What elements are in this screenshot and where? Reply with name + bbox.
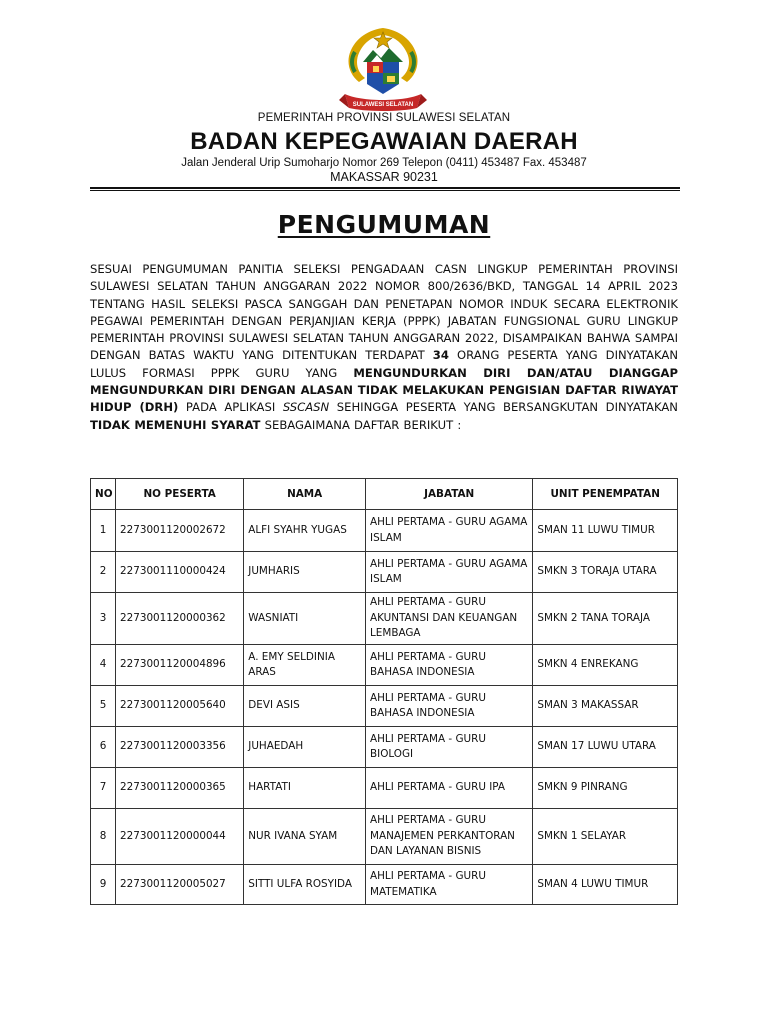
table-row <box>91 645 678 686</box>
cell-no: 7 <box>91 768 116 809</box>
cell-nama: ALFI SYAHR YUGAS <box>244 510 366 552</box>
cell-no: 3 <box>91 593 116 645</box>
cell-no: 9 <box>91 865 116 905</box>
cell-unit: SMKN 9 PINRANG <box>533 768 678 809</box>
cell-unit: SMKN 4 ENREKANG <box>533 645 678 686</box>
cell-jabatan: AHLI PERTAMA - GURU AGAMA ISLAM <box>366 552 533 593</box>
cell-jabatan: AHLI PERTAMA - GURU BIOLOGI <box>366 727 533 768</box>
cell-no-peserta: 2273001120005027 <box>116 865 244 905</box>
participant-count: 34 <box>432 348 449 363</box>
table-row <box>91 686 678 727</box>
participant-table <box>90 478 678 905</box>
cell-unit: SMKN 1 SELAYAR <box>533 809 678 865</box>
column-header-nama: NAMA <box>244 479 366 510</box>
cell-jabatan: AHLI PERTAMA - GURU BAHASA INDONESIA <box>366 645 533 686</box>
column-header-jabatan: JABATAN <box>366 479 533 510</box>
table-row <box>91 593 678 645</box>
cell-no: 2 <box>91 552 116 593</box>
cell-no: 8 <box>91 809 116 865</box>
cell-no-peserta: 2273001120003356 <box>116 727 244 768</box>
table-row <box>91 768 678 809</box>
cell-no: 1 <box>91 510 116 552</box>
cell-unit: SMAN 17 LUWU UTARA <box>533 727 678 768</box>
column-header-no: NO <box>91 479 116 510</box>
header-divider <box>90 187 680 189</box>
emphasis-resignation: MENGUNDURKAN DIRI DAN/ATAU DIANGGAP MENGUNDURKAN DIRI DENGAN ALASAN TIDAK MELAKUKAN PENGISIAN DAFTAR RIWAYAT HIDUP (DRH) <box>90 365 678 415</box>
cell-jabatan: AHLI PERTAMA - GURU MATEMATIKA <box>366 865 533 905</box>
cell-nama: WASNIATI <box>244 593 366 645</box>
cell-no-peserta: 2273001120002672 <box>116 510 244 552</box>
cell-jabatan: AHLI PERTAMA - GURU MANAJEMEN PERKANTORAN DAN LAYANAN BISNIS <box>366 809 533 865</box>
government-name: PEMERINTAH PROVINSI SULAWESI SELATAN <box>257 112 511 124</box>
cell-jabatan: AHLI PERTAMA - GURU BAHASA INDONESIA <box>366 686 533 727</box>
cell-no: 6 <box>91 727 116 768</box>
svg-text:SULAWESI SELATAN: SULAWESI SELATAN <box>352 102 414 108</box>
cell-nama: JUHAEDAH <box>244 727 366 768</box>
table-row <box>91 809 678 865</box>
cell-no: 5 <box>91 686 116 727</box>
cell-nama: A. EMY SELDINIA ARAS <box>244 645 366 686</box>
cell-no-peserta: 2273001120000044 <box>116 809 244 865</box>
document-title: PENGUMUMAN <box>277 210 491 239</box>
column-header-unit: UNIT PENEMPATAN <box>533 479 678 510</box>
cell-jabatan: AHLI PERTAMA - GURU IPA <box>366 768 533 809</box>
cell-unit: SMAN 3 MAKASSAR <box>533 686 678 727</box>
cell-jabatan: AHLI PERTAMA - GURU AKUNTANSI DAN KEUANGAN LEMBAGA <box>366 593 533 645</box>
cell-unit: SMAN 11 LUWU TIMUR <box>533 510 678 552</box>
cell-no-peserta: 2273001120000365 <box>116 768 244 809</box>
cell-nama: SITTI ULFA ROSYIDA <box>244 865 366 905</box>
body-text-part: SEHINGGA PESERTA YANG BERSANGKUTAN DINYATAKAN <box>329 400 678 415</box>
agency-city: MAKASSAR 90231 <box>330 170 438 184</box>
body-text-part: ORANG PESERTA YANG DINYATAKAN LULUS FORMASI PPPK GURU YANG <box>90 348 679 380</box>
announcement-paragraph <box>90 261 678 434</box>
provincial-emblem-logo <box>337 22 429 112</box>
table-row <box>91 865 678 905</box>
table-row <box>91 552 678 593</box>
cell-no-peserta: 2273001110000424 <box>116 552 244 593</box>
application-name: SSCASN <box>282 400 330 415</box>
cell-nama: NUR IVANA SYAM <box>244 809 366 865</box>
cell-nama: JUMHARIS <box>244 552 366 593</box>
cell-nama: HARTATI <box>244 768 366 809</box>
cell-unit: SMKN 2 TANA TORAJA <box>533 593 678 645</box>
agency-name: BADAN KEPEGAWAIAN DAERAH <box>190 128 578 155</box>
cell-no: 4 <box>91 645 116 686</box>
cell-nama: DEVI ASIS <box>244 686 366 727</box>
table-body <box>91 510 678 905</box>
emphasis-not-eligible: TIDAK MEMENUHI SYARAT <box>90 417 261 432</box>
agency-address: Jalan Jenderal Urip Sumoharjo Nomor 269 Telepon (0411) 453487 Fax. 453487 <box>181 157 587 169</box>
cell-jabatan: AHLI PERTAMA - GURU AGAMA ISLAM <box>366 510 533 552</box>
cell-no-peserta: 2273001120005640 <box>116 686 244 727</box>
table-row <box>91 727 678 768</box>
table-header-row <box>91 479 678 510</box>
column-header-no-peserta: NO PESERTA <box>116 479 244 510</box>
cell-unit: SMAN 4 LUWU TIMUR <box>533 865 678 905</box>
cell-no-peserta: 2273001120004896 <box>116 645 244 686</box>
cell-unit: SMKN 3 TORAJA UTARA <box>533 552 678 593</box>
cell-no-peserta: 2273001120000362 <box>116 593 244 645</box>
table-row <box>91 510 678 552</box>
body-text-part: SESUAI PENGUMUMAN PANITIA SELEKSI PENGADAAN CASN LINGKUP PEMERINTAH PROVINSI SULAWESI SELATAN TAHUN ANGGARAN 2022 NOMOR 800/2636/BKD, TANGGAL 14 APRIL 2023 TENTANG HASIL SELEKSI PASCA SANGGAH DAN PENETAPAN NOMOR INDUK SECARA ELEKTRONIK PEGAWAI PEMERINTAH DENGAN PERJANJIAN KERJA (PPPK) JABATAN FUNGSIONAL GURU LINGKUP PEMERINTAH PROVINSI SULAWESI SELATAN TAHUN ANGGARAN 2022, DISAMPAIKAN BAHWA SAMPAI DENGAN BATAS WAKTU YANG DITENTUKAN TERDAPAT <box>90 262 678 363</box>
header-divider-thin <box>90 190 680 191</box>
body-text-part: PADA APLIKASI <box>178 400 283 415</box>
body-text-part: SEBAGAIMANA DAFTAR BERIKUT : <box>260 417 462 432</box>
